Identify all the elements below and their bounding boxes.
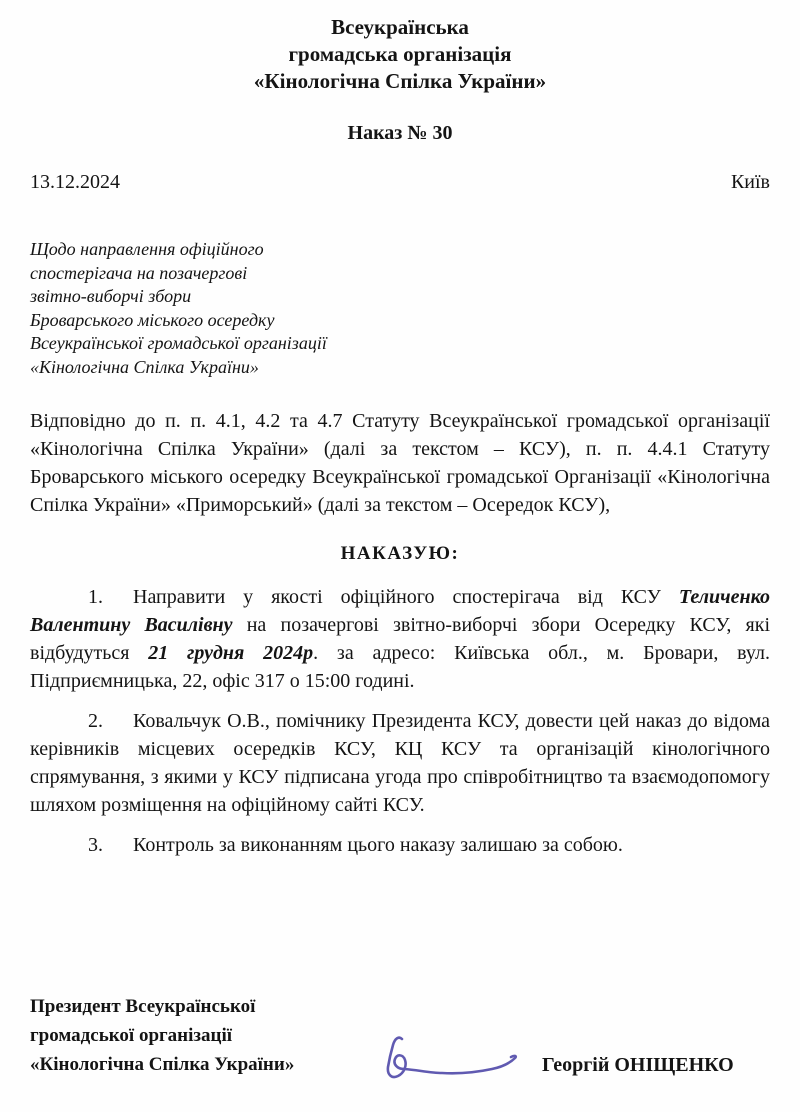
organization-header (30, 14, 770, 95)
date-city-row (30, 171, 770, 194)
meeting-date-emphasis: 21 грудня 2024р (148, 642, 314, 664)
subject-line: звітно-виборчі збори (30, 286, 192, 306)
signature-block (30, 992, 770, 1079)
item-number: 3. (88, 834, 103, 856)
signatory-title (30, 992, 360, 1079)
order-item-1 (30, 583, 770, 695)
org-name-line3: «Кінологічна Спілка України» (253, 69, 547, 93)
signatory-title-line: Президент Всеукраїнської (30, 996, 256, 1017)
item-number: 2. (88, 710, 103, 732)
signatory-title-line: «Кінологічна Спілка України» (30, 1054, 295, 1075)
item-text: Контроль за виконанням цього наказу залишаю за собою. (133, 834, 623, 856)
org-name-line2: громадська організація (288, 42, 512, 66)
subject-line: спостерігача на позачергові (30, 262, 248, 283)
subject-line: «Кінологічна Спілка України» (30, 356, 259, 377)
handwritten-signature (378, 1025, 528, 1095)
order-item-3 (30, 831, 770, 859)
order-item-2 (30, 707, 770, 819)
observer-name-emphasis: Теличенко Валентину Василівну (30, 586, 770, 636)
item-text-part: . за адресо: Київська обл., м. Бровари, вул. Підприємницька, 22, офіс 317 о 15:00 годині. (30, 642, 770, 692)
subject-line: Всеукраїнської громадської організації (30, 333, 327, 353)
order-preamble: Відповідно до п. п. 4.1, 4.2 та 4.7 Статуту Всеукраїнської громадської організації «Кінологічна Спілка України» (далі за текстом – КСУ), п. п. 4.4.1 Статуту Броварського міського осередку Всеукраїнської громадської Організації «Кінологічна Спілка України» «Приморський» (далі за текстом – Осередок КСУ), (30, 410, 770, 516)
signatory-name: Георгій ОНІЩЕНКО (542, 1054, 734, 1076)
subject-line: Броварського міського осередку (30, 309, 275, 330)
item-text-part: Направити у якості офіційного спостерігача від КСУ (133, 586, 679, 608)
order-city: Київ (730, 171, 770, 193)
item-text-part: на позачергові звітно-виборчі збори Осередку КСУ, які відбудуться (30, 614, 771, 664)
decree-heading: НАКАЗУЮ: (340, 543, 460, 564)
subject-line: Щодо направлення офіційного (30, 239, 264, 259)
order-date: 13.12.2024 (30, 171, 120, 193)
item-number: 1. (88, 586, 103, 608)
signatory-title-line: громадської організації (30, 1025, 233, 1046)
org-name-line1: Всеукраїнська (331, 15, 469, 39)
order-number-title: Наказ № 30 (347, 122, 453, 144)
item-text: Ковальчук О.В., помічнику Президента КСУ, довести цей наказ до відома керівників місцевих осередків КСУ, КЦ КСУ та організацій кінологічного спрямування, з якими у КСУ підписана угода про співробітництво та взаємодопомогу шляхом розміщення на офіційному сайті КСУ. (30, 710, 770, 816)
order-subject (30, 238, 410, 379)
